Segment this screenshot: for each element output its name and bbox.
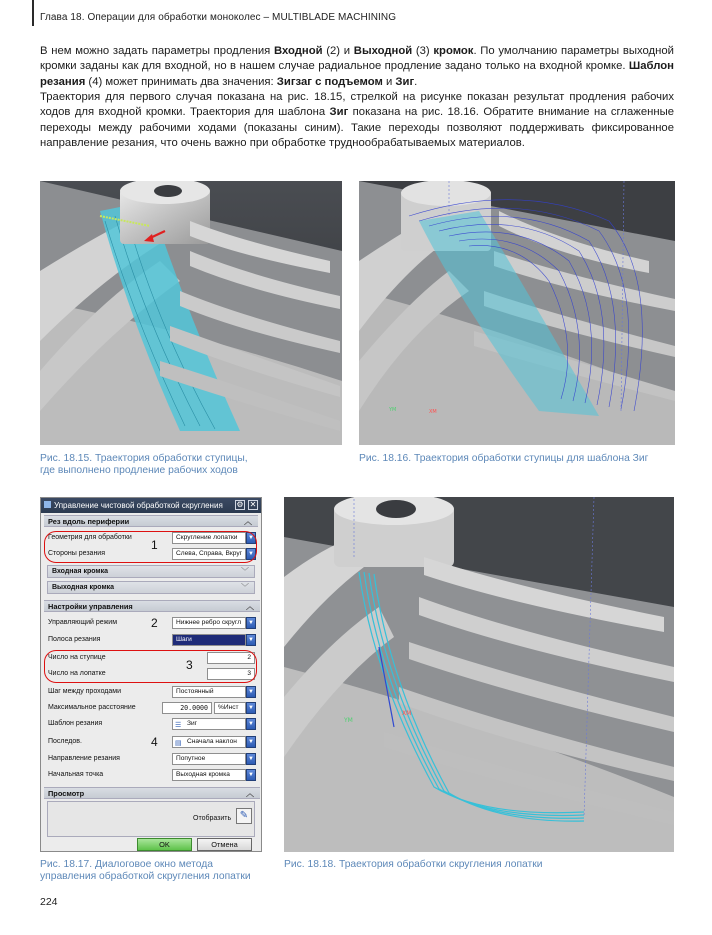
fig16-ym-label: YM [389,407,397,413]
display-label: Отобразить [193,815,232,822]
drive-mode-select[interactable]: Нижнее ребро скругл [172,617,246,629]
dialog-title: Управление чистовой обработкой скругления [54,501,223,510]
cancel-button[interactable]: Отмена [197,838,252,851]
inlet-edge-section[interactable]: Входная кромка ﹀ [47,565,255,578]
sequence-select[interactable]: Сначала наклон [172,736,246,748]
figure-18-18-image [284,497,674,852]
hub-count-input[interactable]: 2 [207,652,255,664]
chevron-down-icon[interactable]: ▼ [246,532,256,544]
sequence-icon: ▤ [175,740,182,747]
chevron-down-icon[interactable]: ▼ [246,548,256,560]
stepover-select[interactable]: Постоянный [172,686,246,698]
section-preview[interactable]: Просмотр ︿ [44,787,260,799]
fig18-caption: Рис. 18.18. Траектория обработки скругления лопатки [284,859,543,870]
drive-mode-row: Управляющий режим Нижнее ребро скругл ▼ [44,616,258,631]
page-number: 224 [40,896,58,908]
outlet-edge-section[interactable]: Выходная кромка ﹀ [47,581,255,594]
geometry-row: Геометрия для обработки Скругление лопатки ▼ [44,531,258,546]
direction-row: Направление резания Попутное ▼ [44,752,258,767]
preview-panel [47,801,255,837]
header-rule [32,0,34,26]
sides-row: Стороны резания Слева, Справа, Вкруг ▼ [44,547,258,562]
direction-select[interactable]: Попутное [172,753,246,765]
chevron-down-icon: ﹀ [241,583,249,592]
stepover-row: Шаг между проходами Постоянный ▼ [44,685,258,700]
chevron-up-icon: ︿ [246,789,254,798]
section-periphery[interactable]: Рез вдоль периферии ︿ [44,515,258,527]
paragraph-1: В нем можно задать параметры продления Входной (2) и Выходной (3) кромок. По умолчанию параметры выходной кромки заданы как для входной, но в нашем случае радиальное продление задано только на входной кромке. Шаблон резания (4) может принимать два значения: Зигзаг с подъемом и Зиг. [40,45,674,88]
figure-18-15-image [40,181,342,445]
chevron-down-icon[interactable]: ▼ [246,736,256,748]
chevron-down-icon[interactable]: ▼ [246,686,256,698]
pattern-select[interactable]: Зиг [172,718,246,730]
fillet-finish-dialog [40,497,262,852]
chevron-down-icon[interactable]: ▼ [246,634,256,646]
paragraph-2: Траектория для первого случая показана на рис. 18.15, стрелкой на рисунке показан результат продления рабочих ходов для входной кромки. Траектория для шаблона Зиг показана на рис. 18.16. Обратите внимание на сглаженные переходы между рабочими ходами (показаны синим). Такие переходы позволяют поддерживать фиксированное направление резания, что очень важно при обработке труднообрабатываемых материалов. [40,91,674,150]
chevron-up-icon: ︿ [244,517,252,526]
start-point-row: Начальная точка Выходная кромка ▼ [44,768,258,783]
fig16-xm-label: XM [429,409,437,415]
callout-2: 2 [151,616,158,630]
band-select[interactable]: Шаги [172,634,246,646]
chevron-down-icon: ﹀ [241,567,249,576]
callout-4: 4 [151,735,158,749]
hub-count-row: Число на ступице 2 [44,651,258,666]
figure-18-16-image [359,181,675,445]
chevron-down-icon[interactable]: ▼ [246,769,256,781]
blade-count-row: Число на лопатке 3 [44,667,258,682]
chevron-up-icon: ︿ [246,602,254,611]
chevron-down-icon[interactable]: ▼ [246,702,256,714]
fig18-xm-label: XM [402,710,412,717]
max-distance-unit-select[interactable]: %Инст [214,702,246,714]
blade-count-input[interactable]: 3 [207,668,255,680]
chevron-down-icon[interactable]: ▼ [246,617,256,629]
chevron-down-icon[interactable]: ▼ [246,753,256,765]
geometry-select[interactable]: Скругление лопатки [172,532,246,544]
max-distance-row: Максимальное расстояние 20.0000 %Инст ▼ [44,701,258,716]
chevron-down-icon[interactable]: ▼ [246,718,256,730]
start-point-select[interactable]: Выходная кромка [172,769,246,781]
running-header: Глава 18. Операции для обработки моноколес – MULTIBLADE MACHINING [40,12,397,23]
highlight-oval-3 [44,650,257,683]
dialog-title-bar [41,498,261,513]
fig18-ym-label: YM [344,717,353,724]
sequence-row: Последов. Сначала наклон ▤ ▼ [44,735,258,750]
callout-1: 1 [151,538,158,552]
ok-button[interactable]: OK [137,838,192,851]
dialog-collapse-icon[interactable] [44,501,51,508]
band-row: Полоса резания Шаги ▼ [44,633,258,648]
sides-select[interactable]: Слева, Справа, Вкруг [172,548,246,560]
close-icon[interactable]: ✕ [249,500,257,509]
fig16-caption: Рис. 18.16. Траектория обработки ступицы для шаблона Зиг [359,453,649,464]
zig-pattern-icon: ☰ [175,722,182,729]
gear-icon[interactable]: ⚙ [236,500,244,509]
fig15-caption: Рис. 18.15. Траектория обработки ступицы, где выполнено продление рабочих ходов [40,453,248,477]
fig17-caption: Рис. 18.17. Диалоговое окно метода управления обработкой скругления лопатки [40,859,251,883]
pattern-row: Шаблон резания Зиг ☰ ▼ [44,717,258,732]
max-distance-input[interactable]: 20.0000 [162,702,212,714]
display-icon[interactable]: ✎ [236,808,252,824]
callout-3: 3 [186,658,193,672]
section-drive-settings[interactable]: Настройки управления ︿ [44,600,260,612]
